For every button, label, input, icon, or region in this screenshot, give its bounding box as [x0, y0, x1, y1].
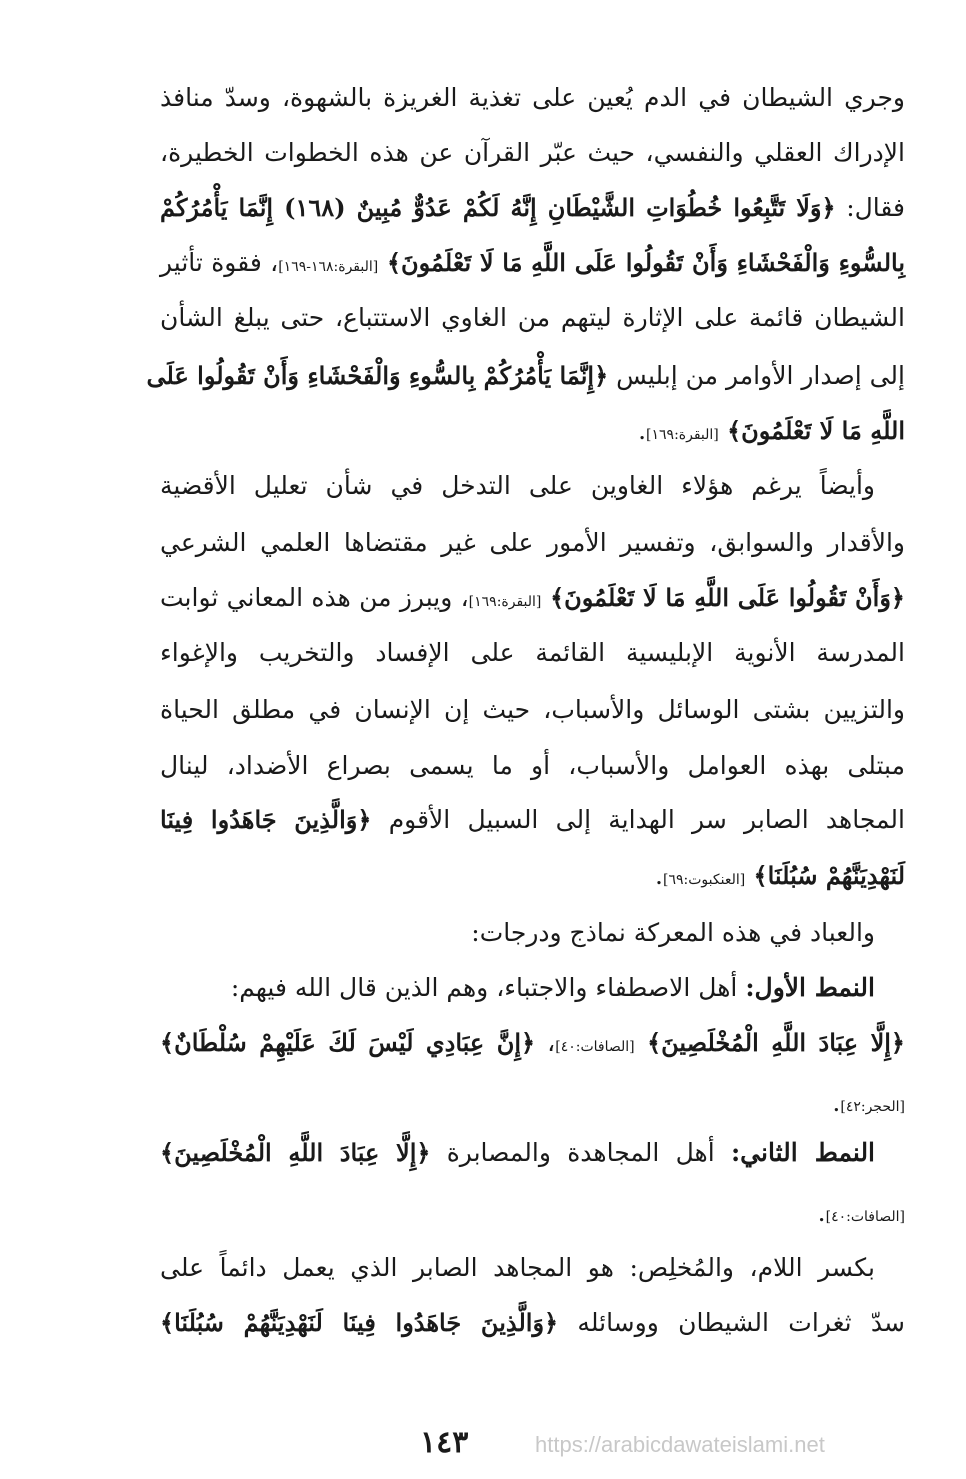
body-text: بكسر اللام، والمُخلِص: هو المجاهد الصابر الذي يعمل دائماً على	[160, 1253, 875, 1282]
text-line	[160, 523, 905, 563]
quran-verse: ﴿إِنَّ عِبَادِي لَيْسَ لَكَ عَلَيْهِمْ سُلْطَانٌ﴾	[160, 1028, 536, 1057]
body-text: .	[817, 1198, 826, 1227]
text-line	[160, 1248, 905, 1288]
text-line	[160, 690, 905, 730]
body-text: أهل المجاهدة والمصابرة	[430, 1138, 731, 1167]
quran-verse: اللَّهِ مَا لَا تَعْلَمُونَ﴾	[718, 416, 905, 445]
body-text: .	[655, 861, 663, 890]
verse-reference: [البقرة:١٦٩]	[646, 427, 719, 443]
quran-verse: ﴿إِلَّا عِبَادَ اللَّهِ الْمُخْلَصِينَ﴾	[634, 1028, 905, 1057]
body-text: .	[832, 1088, 841, 1117]
text-line	[160, 298, 905, 338]
page-number: ١٤٣	[420, 1425, 469, 1460]
verse-reference: [الصافات:٤٠]	[825, 1209, 905, 1225]
text-line	[160, 243, 905, 287]
quran-verse: بِالسُّوءِ وَالْفَحْشَاءِ وَأَنْ تَقُولُوا عَلَى اللَّهِ مَا لَا تَعْلَمُونَ﴾	[378, 248, 905, 277]
text-line	[160, 188, 905, 228]
body-text: المجاهد الصابر سر الهداية إلى السبيل الأقوم	[371, 805, 905, 834]
text-line	[160, 1023, 905, 1067]
verse-reference: [البقرة:١٦٨-١٦٩]	[278, 259, 379, 275]
body-text: أهل الاصطفاء والاجتباء، وهم الذين قال الله فيهم:	[230, 973, 746, 1002]
body-text: وجري الشيطان في الدم يُعين على تغذية الغريزة بالشهوة، وسدّ منافذ	[160, 83, 905, 112]
body-text: سدّ ثغرات الشيطان ووسائله	[558, 1308, 905, 1337]
text-line	[160, 578, 905, 622]
quran-verse: ﴿وَأَنْ تَقُولُوا عَلَى اللَّهِ مَا لَا تَعْلَمُونَ﴾	[541, 583, 905, 612]
text-line	[160, 1083, 905, 1127]
body-text: ،	[535, 1028, 556, 1057]
text-line	[160, 633, 905, 673]
body-text: وأيضاً يرغم هؤلاء الغاوين على التدخل في شأن تعليل الأقضية	[160, 471, 875, 500]
quran-verse: ﴿وَالَّذِينَ جَاهَدُوا فِينَا	[160, 805, 372, 834]
verse-reference: [الحجر:٤٢]	[840, 1099, 905, 1115]
quran-verse: ﴿وَالَّذِينَ جَاهَدُوا فِينَا لَنَهْدِيَنَّهُمْ سُبُلَنَا﴾	[160, 1308, 559, 1337]
section-heading: النمط الأول:	[745, 973, 875, 1002]
quran-verse: ﴿إِلَّا عِبَادَ اللَّهِ الْمُخْلَصِينَ﴾	[160, 1138, 431, 1167]
section-heading: النمط الثاني:	[730, 1138, 876, 1167]
verse-reference: [العنكبوت:٦٩]	[663, 872, 746, 888]
body-text: فقال:	[835, 193, 905, 222]
text-line	[160, 1193, 905, 1237]
body-text: الإدراك العقلي والنفسي، حيث عبّر القرآن عن هذه الخطوات الخطيرة،	[160, 138, 905, 167]
text-line	[160, 968, 905, 1008]
body-text: ، فقوة تأثير	[160, 248, 279, 277]
verse-reference: [البقرة:١٦٩]	[468, 594, 542, 610]
text-line	[160, 466, 905, 506]
body-text: مبتلى بهذه العوامل والأسباب، أو ما يسمى بصراع الأضداد، لينال	[160, 751, 905, 780]
text-line	[160, 78, 905, 118]
body-text: المدرسة الأنوية الإبليسية القائمة على الإفساد والتخريب والإغواء	[160, 638, 905, 667]
verse-reference: [الصافات:٤٠]	[555, 1039, 635, 1055]
body-text: والتزيين بشتى الوسائل والأسباب، حيث إن الإنسان في مطلق الحياة	[160, 695, 905, 724]
text-line	[160, 133, 905, 173]
text-line	[146, 356, 905, 396]
watermark-url: https://arabicdawateislami.net	[535, 1432, 825, 1457]
text-line	[160, 1133, 905, 1173]
quran-verse: ﴿إِنَّمَا يَأْمُرُكُمْ بِالسُّوءِ وَالْفَحْشَاءِ وَأَنْ تَقُولُوا عَلَى	[146, 361, 609, 390]
quran-verse: لَنَهْدِيَنَّهُمْ سُبُلَنَا﴾	[745, 861, 905, 890]
text-line	[160, 856, 905, 900]
text-line	[160, 411, 905, 455]
body-text: ، ويبرز من هذه المعاني ثوابت	[160, 583, 469, 612]
quran-verse: ﴿وَلَا تَتَّبِعُوا خُطُوَاتِ الشَّيْطَانِ إِنَّهُ لَكُمْ عَدُوٌّ مُبِينٌ (١٦٨) إِنَّمَا يَأْمُرُكُمْ	[160, 193, 836, 222]
body-text: إلى إصدار الأوامر من إبليس	[608, 361, 905, 390]
body-text: والأقدار والسوابق، وتفسير الأمور على غير مقتضاها العلمي الشرعي	[160, 528, 905, 557]
text-line	[160, 746, 905, 786]
body-text: الشيطان قائمة على الإثارة ليتهم من الغاوي الاستتباع، حتى يبلغ الشأن	[160, 303, 905, 332]
body-text: .	[638, 416, 647, 445]
text-line	[160, 1303, 905, 1343]
body-text: والعباد في هذه المعركة نماذج ودرجات:	[471, 918, 875, 947]
text-line	[160, 913, 905, 953]
text-line	[160, 800, 905, 840]
